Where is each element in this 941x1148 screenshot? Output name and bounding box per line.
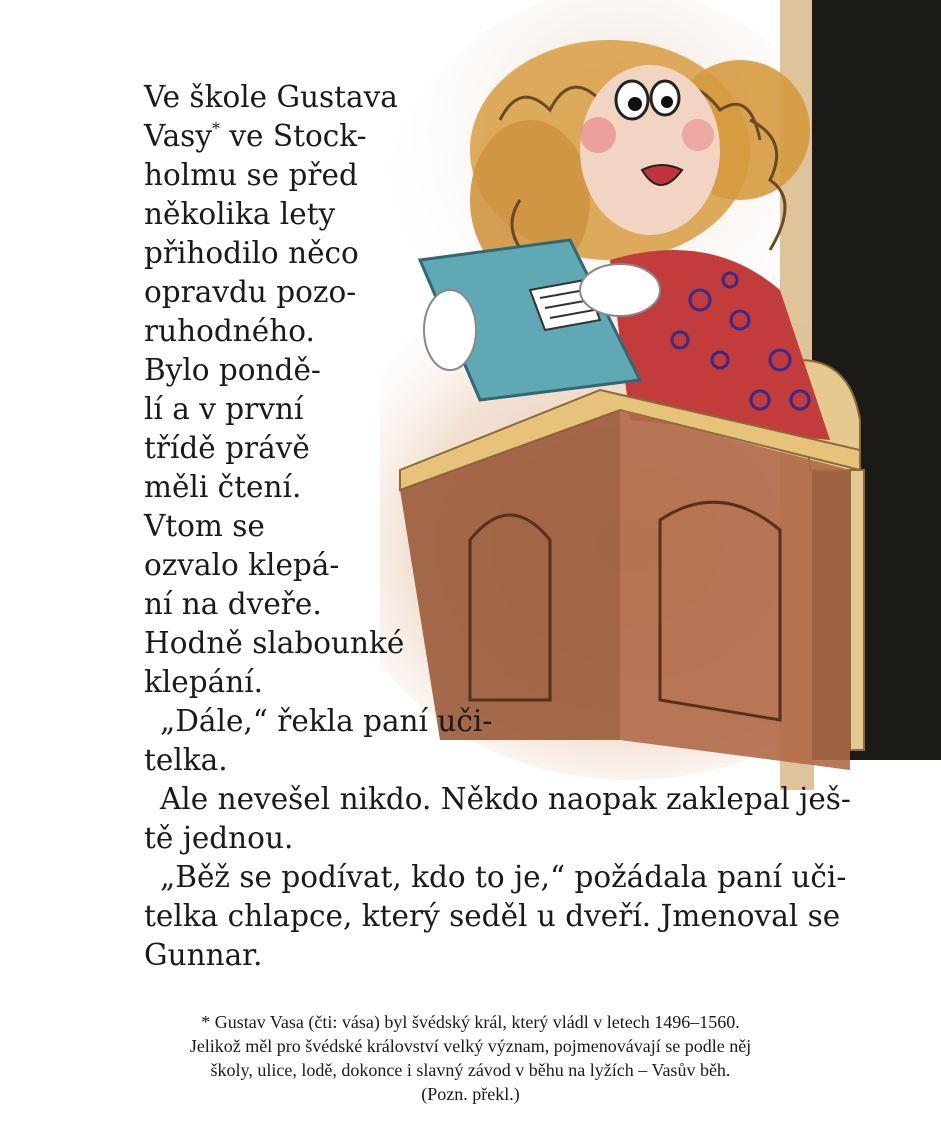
story-line: holmu se před bbox=[144, 158, 358, 192]
footnote-line: školy, ulice, lodě, dokonce i slavný závod v běhu na lyžích – Vasův běh. bbox=[210, 1060, 731, 1080]
story-line: třídě právě bbox=[144, 431, 310, 465]
footnote-line: Jelikož měl pro švédské království velký význam, pojmenovávají se podle něj bbox=[189, 1036, 752, 1056]
story-line: přihodilo něco bbox=[144, 236, 359, 270]
story-line: Vasy* ve Stock- bbox=[144, 119, 367, 153]
story-line: telka chlapce, který seděl u dveří. Jmenoval se bbox=[144, 899, 841, 933]
teacher-illustration bbox=[380, 0, 941, 790]
story-line: lí a v první bbox=[144, 392, 304, 426]
story-line: „Běž se podívat, kdo to je,“ požádala paní uči- bbox=[160, 860, 847, 894]
story-line: Ale nevešel nikdo. Někdo naopak zaklepal ješ- bbox=[160, 782, 851, 816]
story-line: klepání. bbox=[144, 665, 264, 699]
story-line: „Dále,“ řekla paní uči- bbox=[160, 704, 493, 738]
story-line: Gunnar. bbox=[144, 938, 263, 972]
footnote bbox=[100, 1010, 841, 1106]
story-line: opravdu pozo- bbox=[144, 275, 357, 309]
story-line: Hodně slabounké bbox=[144, 626, 405, 660]
story-line: ní na dveře. bbox=[144, 587, 322, 621]
story-line: Vtom se bbox=[144, 509, 265, 543]
story-line: ruhodného. bbox=[144, 314, 315, 348]
teacher-face bbox=[580, 65, 720, 235]
story-line: Ve škole Gustava bbox=[144, 80, 398, 114]
story-line: měli čtení. bbox=[144, 470, 302, 504]
story-line: tě jednou. bbox=[144, 821, 294, 855]
story-line: několika lety bbox=[144, 197, 336, 231]
story-line: Bylo pondě- bbox=[144, 353, 321, 387]
footnote-line: (Pozn. překl.) bbox=[421, 1084, 520, 1104]
story-line: ozvalo klepá- bbox=[144, 548, 340, 582]
story-line: telka. bbox=[144, 743, 228, 777]
footnote-marker: * bbox=[212, 119, 220, 138]
footnote-line: * Gustav Vasa (čti: vása) byl švédský král, který vládl v letech 1496–1560. bbox=[201, 1012, 740, 1032]
